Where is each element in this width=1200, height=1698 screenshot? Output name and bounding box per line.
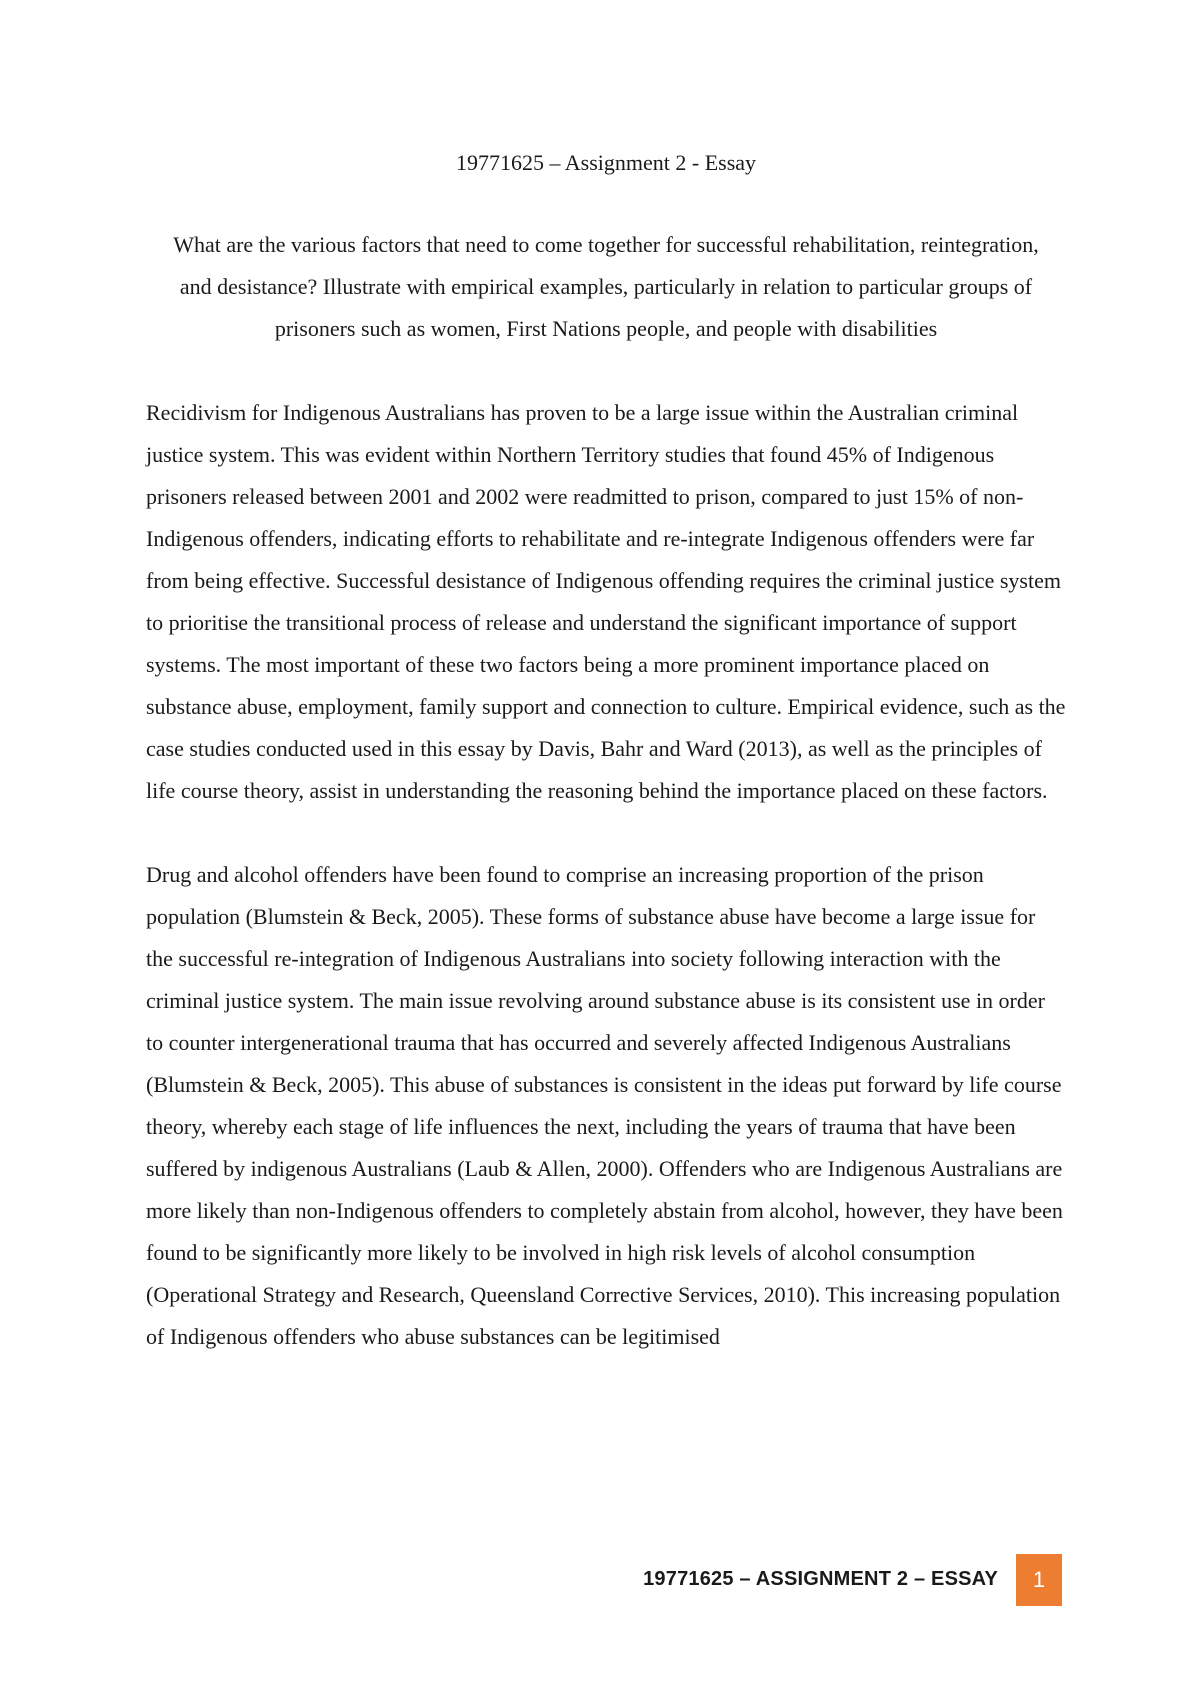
essay-question: What are the various factors that need to come together for successful rehabilitation, reintegration, and desistance? Illustrate with empirical examples, particularly in relation to particular groups of prisoners such as women, First Nations people, and people with disabilities [173, 232, 1039, 341]
page-number-badge: 1 [1016, 1554, 1062, 1606]
body-paragraph-2: Drug and alcohol offenders have been found to comprise an increasing proportion of the prison population (Blumstein & Beck, 2005). These forms of substance abuse have become a large issue for the successful re-integration of Indigenous Australians into society following interaction with the criminal justice system. The main issue revolving around substance abuse is its consistent use in order to counter intergenerational trauma that has occurred and severely affected Indigenous Australians (Blumstein & Beck, 2005). This abuse of substances is consistent in the ideas put forward by life course theory, whereby each stage of life influences the next, including the years of trauma that have been suffered by indigenous Australians (Laub & Allen, 2000). Offenders who are Indigenous Australians are more likely than non-Indigenous offenders to completely abstain from alcohol, however, they have been found to be significantly more likely to be involved in high risk levels of alcohol consumption (Operational Strategy and Research, Queensland Corrective Services, 2010). This increasing population of Indigenous offenders who abuse substances can be legitimised [146, 862, 1063, 1349]
body-paragraph-1: Recidivism for Indigenous Australians has proven to be a large issue within the Australian criminal justice system. This was evident within Northern Territory studies that found 45% of Indigenous prisoners released between 2001 and 2002 were readmitted to prison, compared to just 15% of non-Indigenous offenders, indicating efforts to rehabilitate and re-integrate Indigenous offenders were far from being effective. Successful desistance of Indigenous offending requires the criminal justice system to prioritise the transitional process of release and understand the significant importance of support systems. The most important of these two factors being a more prominent importance placed on substance abuse, employment, family support and connection to culture. Empirical evidence, such as the case studies conducted used in this essay by Davis, Bahr and Ward (2013), as well as the principles of life course theory, assist in understanding the reasoning behind the importance placed on these factors. [146, 400, 1066, 803]
page-footer [0, 1554, 1200, 1610]
document-body [146, 142, 1066, 1358]
running-head: 19771625 – ASSIGNMENT 2 – ESSAY [643, 1568, 998, 1590]
document-title: 19771625 – Assignment 2 - Essay [455, 150, 757, 175]
